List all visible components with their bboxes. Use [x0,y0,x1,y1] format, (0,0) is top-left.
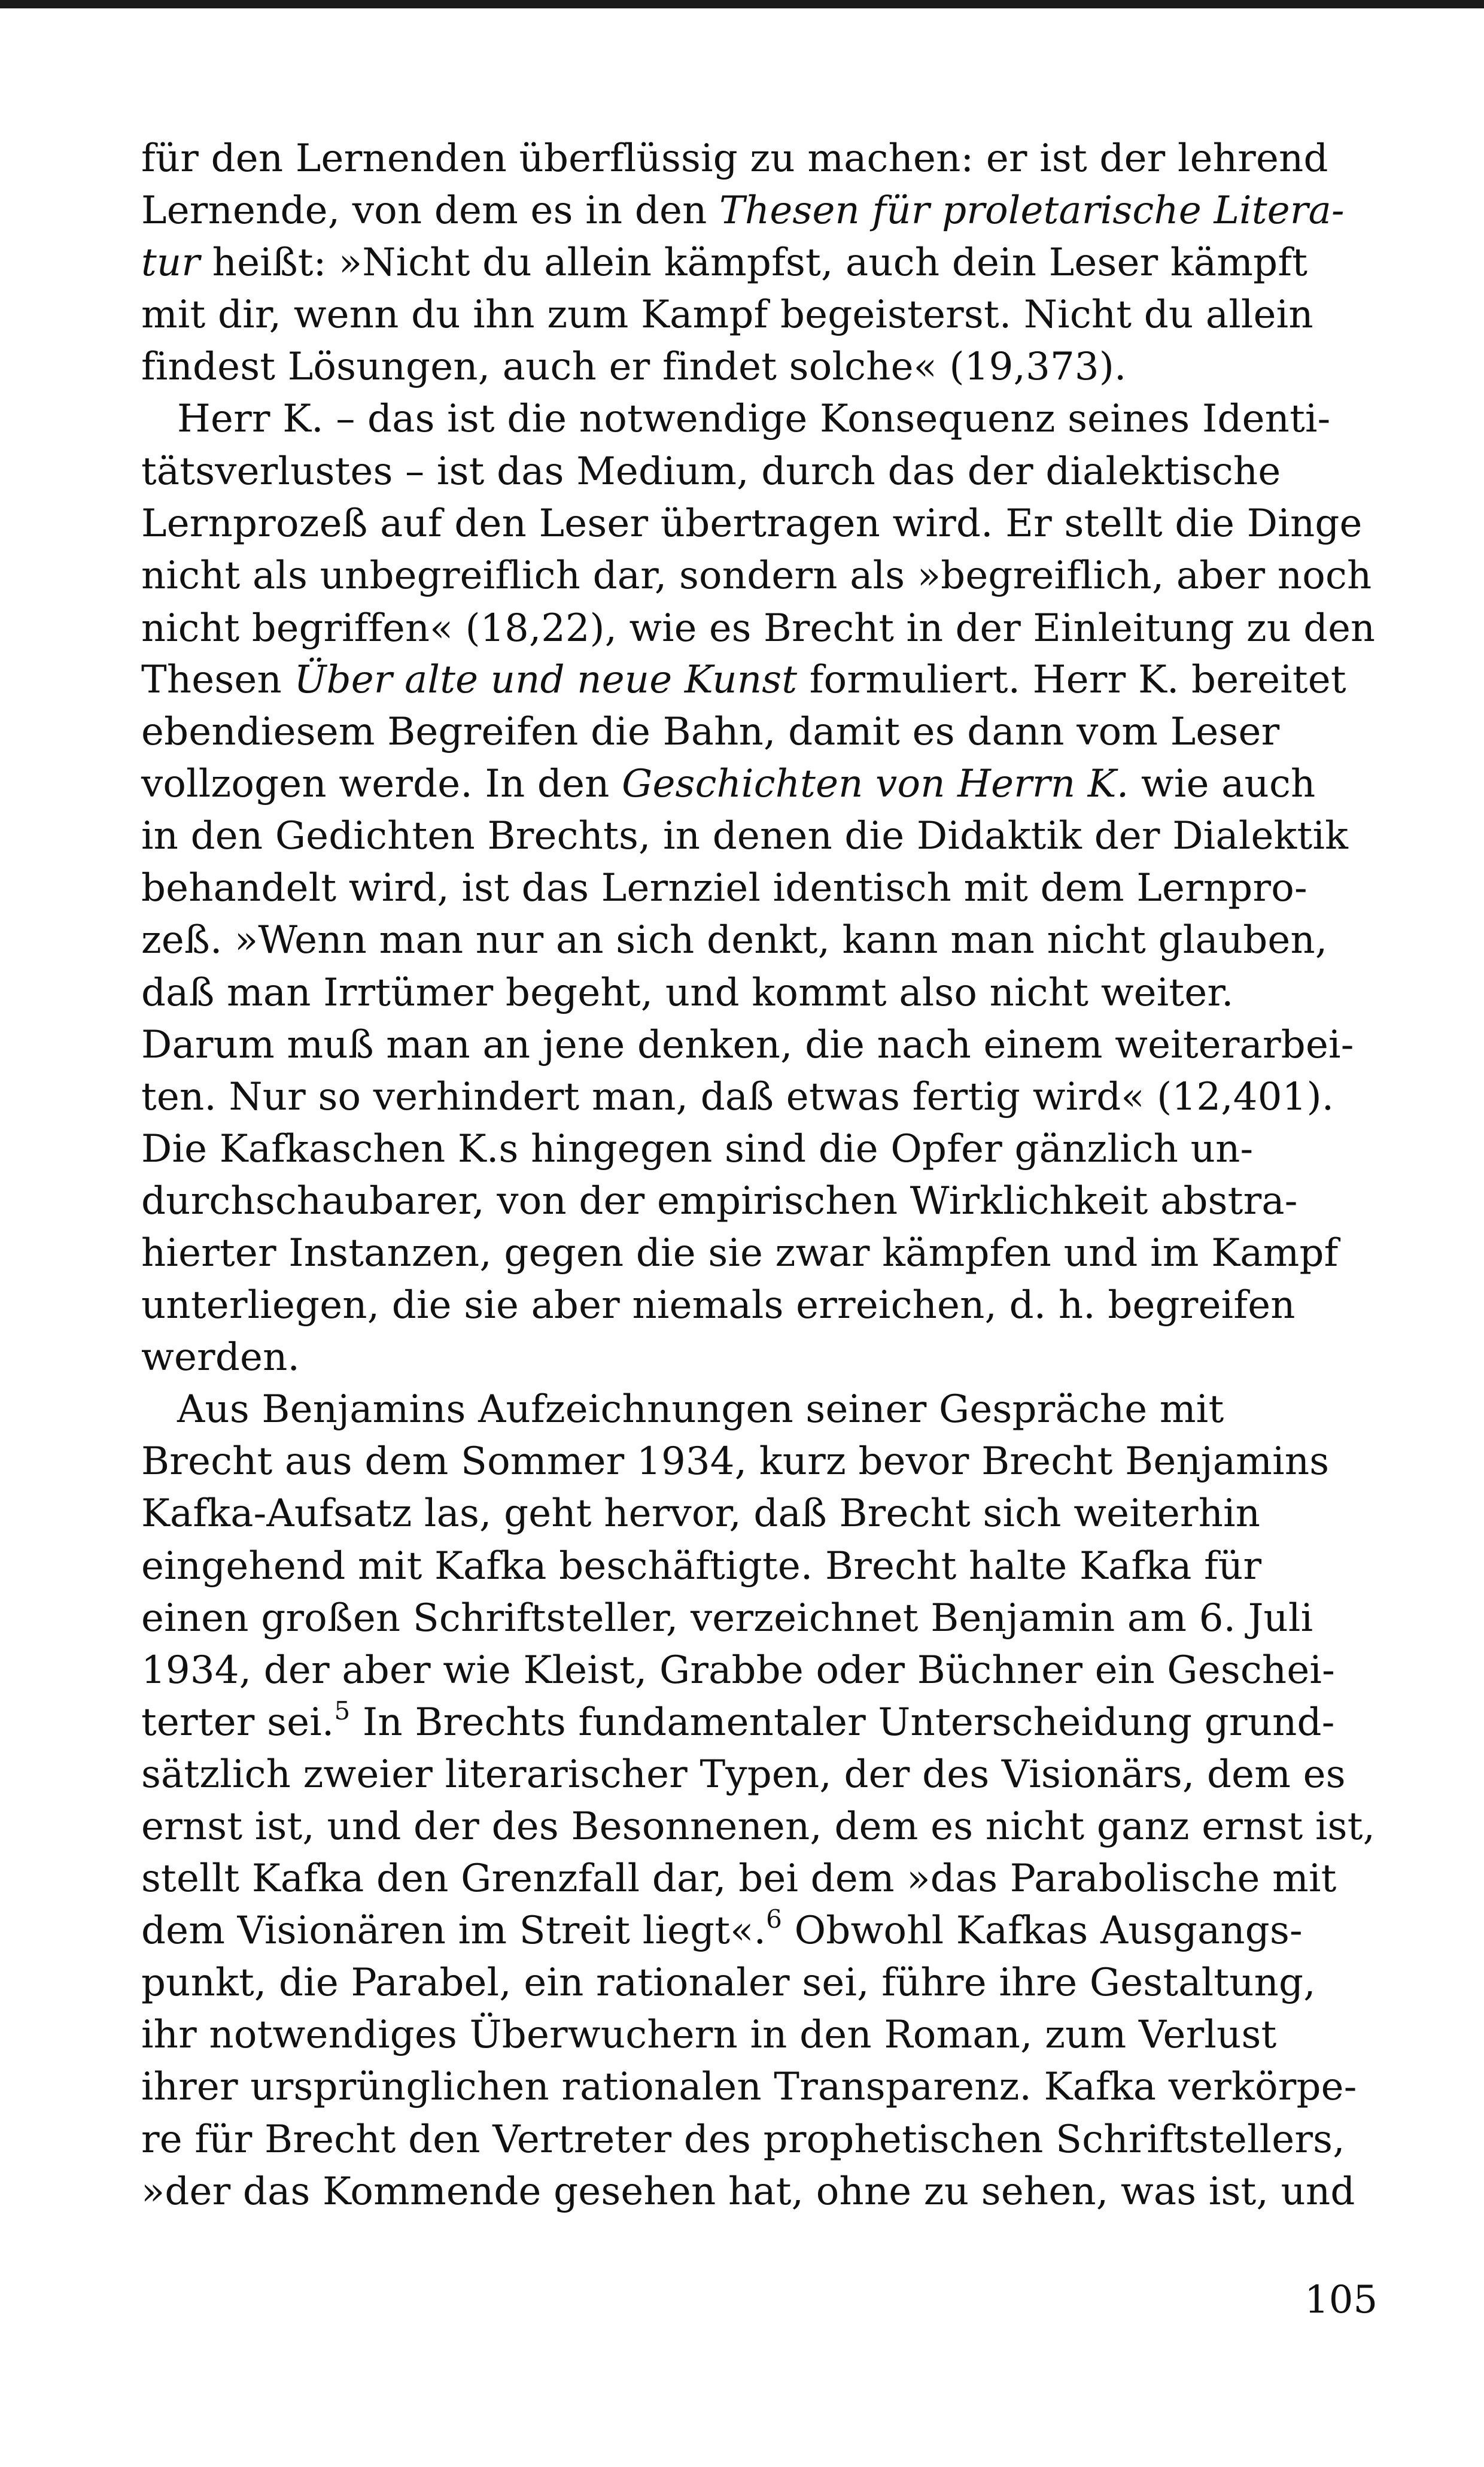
text-line [141,341,1375,393]
text-span: Kafka-Aufsatz las, geht hervor, daß Brecht sich weiterhin [141,1491,1261,1536]
text-line [141,133,1375,185]
text-span: stellt Kafka den Grenzfall dar, bei dem »das Parabolische mit [141,1857,1337,1901]
text-span: Thesen [141,657,294,702]
text-line [141,758,1375,810]
italic-title: tur [141,241,200,285]
text-span: Obwohl Kafkas Ausgangs- [782,1909,1303,1953]
text-span: 1934, der aber wie Kleist, Grabbe oder Büchner ein Geschei- [141,1648,1335,1693]
text-span: nicht begriffen« (18,22), wie es Brecht in der Einleitung zu den [141,605,1376,650]
text-span: vollzogen werde. In den [141,762,622,807]
text-span: Darum muß man an jene denken, die nach einem weiterarbei- [141,1022,1354,1067]
text-line [141,1541,1375,1593]
text-span: unterliegen, die sie aber niemals erreichen, d. h. begreifen [141,1283,1296,1328]
text-span: eingehend mit Kafka beschäftigte. Brecht halte Kafka für [141,1544,1262,1588]
text-span: findest Lösungen, auch er findet solche« (19,373). [141,345,1127,390]
text-span: In Brechts fundamentaler Unterscheidung grund- [350,1700,1335,1745]
text-line [141,237,1375,289]
text-line [141,1436,1375,1488]
text-line [141,2009,1375,2061]
text-span: durchschaubarer, von der empirischen Wirklichkeit abstra- [141,1178,1298,1223]
text-span: wie auch [1129,762,1316,807]
text-line [141,810,1375,862]
text-line [141,1123,1375,1175]
text-line [141,1228,1375,1280]
text-span: re für Brecht den Vertreter des prophetischen Schriftstellers, [141,2117,1345,2162]
text-span: nicht als unbegreiflich dar, sondern als »begreiflich, aber noch [141,553,1372,598]
text-line [141,1749,1375,1801]
text-line [141,2166,1375,2218]
text-line [141,1801,1375,1853]
text-span: tätsverlustes – ist das Medium, durch das der dialektische [141,449,1281,494]
text-span: zeß. »Wenn man nur an sich denkt, kann man nicht glauben, [141,918,1328,963]
text-line [141,915,1375,967]
text-line [141,1645,1375,1697]
text-span: terter sei. [141,1700,334,1745]
text-span: daß man Irrtümer begeht, und kommt also nicht weiter. [141,970,1234,1015]
italic-title: Über alte und neue Kunst [294,657,798,702]
text-line [141,1071,1375,1123]
text-line [141,862,1375,915]
text-line [141,706,1375,758]
text-span: ebendiesem Begreifen die Bahn, damit es dann vom Leser [141,710,1280,755]
text-line [141,1593,1375,1645]
text-span: ihrer ursprünglichen rationalen Transparenz. Kafka verkörpe- [141,2065,1357,2110]
text-line [141,1019,1375,1071]
text-line [141,1853,1375,1905]
text-span: für den Lernenden überflüssig zu machen: er ist der lehrend [141,136,1328,181]
text-line [141,550,1375,602]
text-span: Brecht aus dem Sommer 1934, kurz bevor Brecht Benjamins [141,1439,1330,1484]
text-span: Lernende, von dem es in den [141,189,720,233]
text-span: ihr notwendiges Überwuchern in den Roman, zum Verlust [141,2013,1277,2058]
text-line [141,2114,1375,2166]
text-line [141,1488,1375,1540]
text-line [141,1384,1375,1436]
text-span: Aus Benjamins Aufzeichnungen seiner Gespräche mit [177,1387,1224,1432]
text-span: ten. Nur so verhindert man, daß etwas fertig wird« (12,401). [141,1074,1334,1119]
footnote-marker: 5 [334,1696,351,1725]
text-span: punkt, die Parabel, ein rationaler sei, führe ihre Gestaltung, [141,1961,1316,2006]
text-line [141,1697,1375,1749]
text-line [141,393,1375,445]
italic-title: Thesen für proletarische Litera- [719,189,1345,233]
body-text [141,133,1375,2218]
top-border-rule [0,0,1484,8]
text-span: in den Gedichten Brechts, in denen die Didaktik der Dialektik [141,814,1349,859]
text-span: werden. [141,1335,300,1380]
text-span: hierter Instanzen, gegen die sie zwar kämpfen und im Kampf [141,1231,1339,1275]
text-line [141,1957,1375,2009]
text-span: einen großen Schriftsteller, verzeichnet Benjamin am 6. Juli [141,1596,1313,1640]
italic-title: Geschichten von Herrn K. [622,762,1129,807]
text-line [141,1175,1375,1228]
text-span: »der das Kommende gesehen hat, ohne zu sehen, was ist, und [141,2169,1355,2214]
text-span: formuliert. Herr K. bereitet [797,657,1346,702]
text-span: Die Kafkaschen K.s hingegen sind die Opfer gänzlich un- [141,1126,1254,1171]
text-line [141,289,1375,341]
text-line [141,967,1375,1019]
text-line [141,446,1375,498]
text-span: behandelt wird, ist das Lernziel identisch mit dem Lernpro- [141,866,1307,911]
text-line [141,1332,1375,1384]
text-span: sätzlich zweier literarischer Typen, der des Visionärs, dem es [141,1752,1346,1797]
text-line [141,498,1375,550]
text-line [141,602,1375,654]
text-span: Herr K. – das ist die notwendige Konsequenz seines Identi- [177,397,1331,442]
text-span: ernst ist, und der des Besonnenen, dem es nicht ganz ernst ist, [141,1804,1376,1849]
text-line [141,654,1375,706]
footnote-marker: 6 [766,1904,783,1934]
text-span: dem Visionären im Streit liegt«. [141,1909,767,1953]
text-line [141,1280,1375,1332]
text-line [141,185,1375,237]
text-line [141,2061,1375,2113]
page-number: 105 [1304,2278,1378,2322]
text-span: mit dir, wenn du ihn zum Kampf begeisterst. Nicht du allein [141,293,1313,338]
text-span: Lernprozeß auf den Leser übertragen wird. Er stellt die Dinge [141,501,1363,546]
text-span: heißt: »Nicht du allein kämpfst, auch dein Leser kämpft [200,241,1308,285]
text-line [141,1905,1375,1957]
